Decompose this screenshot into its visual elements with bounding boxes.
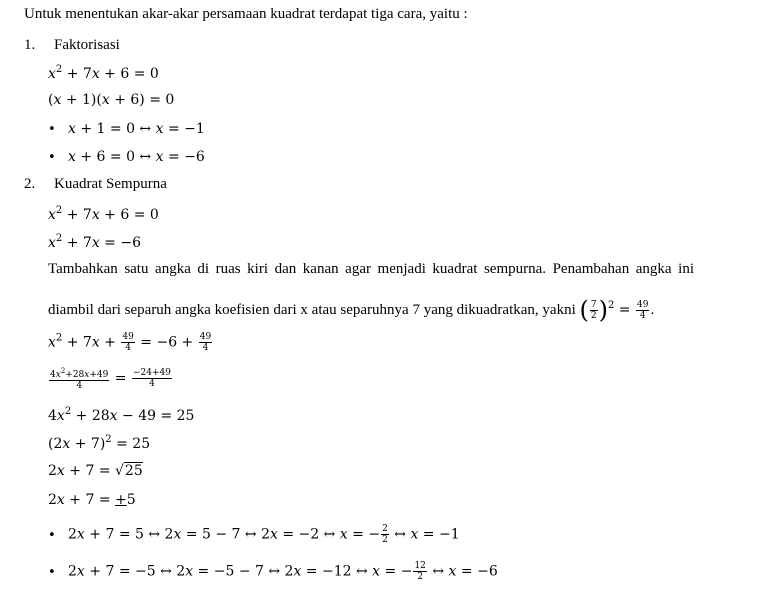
bullet-icon: • <box>48 527 56 543</box>
method-2-step-6: $(2x + 7)^2 = 25$ <box>48 434 151 452</box>
method-2-step-3: $x^2 + 7x$ + $\frac{49}{4}$ = −6 + $\frac{49}{4}$ <box>48 332 212 353</box>
method-1-number: 1. <box>24 37 36 53</box>
method-2-step-5: $4x^2 + 28x - 49 = 25$ <box>48 406 195 424</box>
method-2-title: Kuadrat Sempurna <box>54 176 167 192</box>
method-1-bullet-2: • x + 6 = 0 ↔ x = −6 <box>48 149 205 165</box>
explanation-line-1: Tambahkan satu angka di ruas kiri dan kanan agar menjadi kuadrat sempurna. Penambahan angka ini <box>48 261 694 277</box>
method-1-step-2: (x + 1)(x + 6) = 0 <box>48 92 175 108</box>
bullet-icon: • <box>48 122 56 137</box>
method-2-step-1: $x^2 + 7x + 6 = 0$ <box>48 205 159 223</box>
bullet-icon: • <box>48 150 56 165</box>
method-1-step-1: $x^2 + 7x + 6 = 0$ <box>48 64 159 82</box>
method-2-step-7: 2x + 7 = √25 <box>48 463 143 479</box>
method-2-number: 2. <box>24 176 36 192</box>
intro-text: Untuk menentukan akar-akar persamaan kuadrat terdapat tiga cara, yaitu : <box>24 6 468 22</box>
method-1-heading <box>24 37 120 54</box>
method-2-step-4: $\frac{4x^2+28x+49}{4}$ = $\frac{-24+49}{4}$ <box>50 367 171 391</box>
method-2-bullet-1: • 2x + 7 = 5 ↔ 2x = 5 − 7 ↔ 2x = −2 ↔ x = − $\frac{2}{2}$ ↔ x = −1 <box>48 524 460 545</box>
explanation-line-2: diambil dari separuh angka koefisien dari x atau separuhnya 7 yang dikuadratkan, yakni ( $\frac{7}{2}$ )$^2$ = $\frac{49}{4}$ . <box>48 296 655 324</box>
method-2-step-2: $x^2 + 7x = -6$ <box>48 233 142 251</box>
half-coefficient-expression: ( $\frac{7}{2}$ )$^2$ = $\frac{49}{4}$ <box>579 296 649 324</box>
explanation-text: diambil dari separuh angka koefisien dari x atau separuhnya 7 yang dikuadratkan, yakni <box>48 302 576 318</box>
method-2-bullet-2: • 2x + 7 = −5 ↔ 2x = −5 − 7 ↔ 2x = −12 ↔ x = − $\frac{12}{2}$ ↔ x = −6 <box>48 561 498 582</box>
bullet-icon: • <box>48 564 56 580</box>
method-2-step-8: 2x + 7 = +5 <box>48 492 136 508</box>
method-1-title: Faktorisasi <box>54 37 120 53</box>
method-2-heading <box>24 176 167 193</box>
method-1-bullet-1: • x + 1 = 0 ↔ x = −1 <box>48 121 205 137</box>
